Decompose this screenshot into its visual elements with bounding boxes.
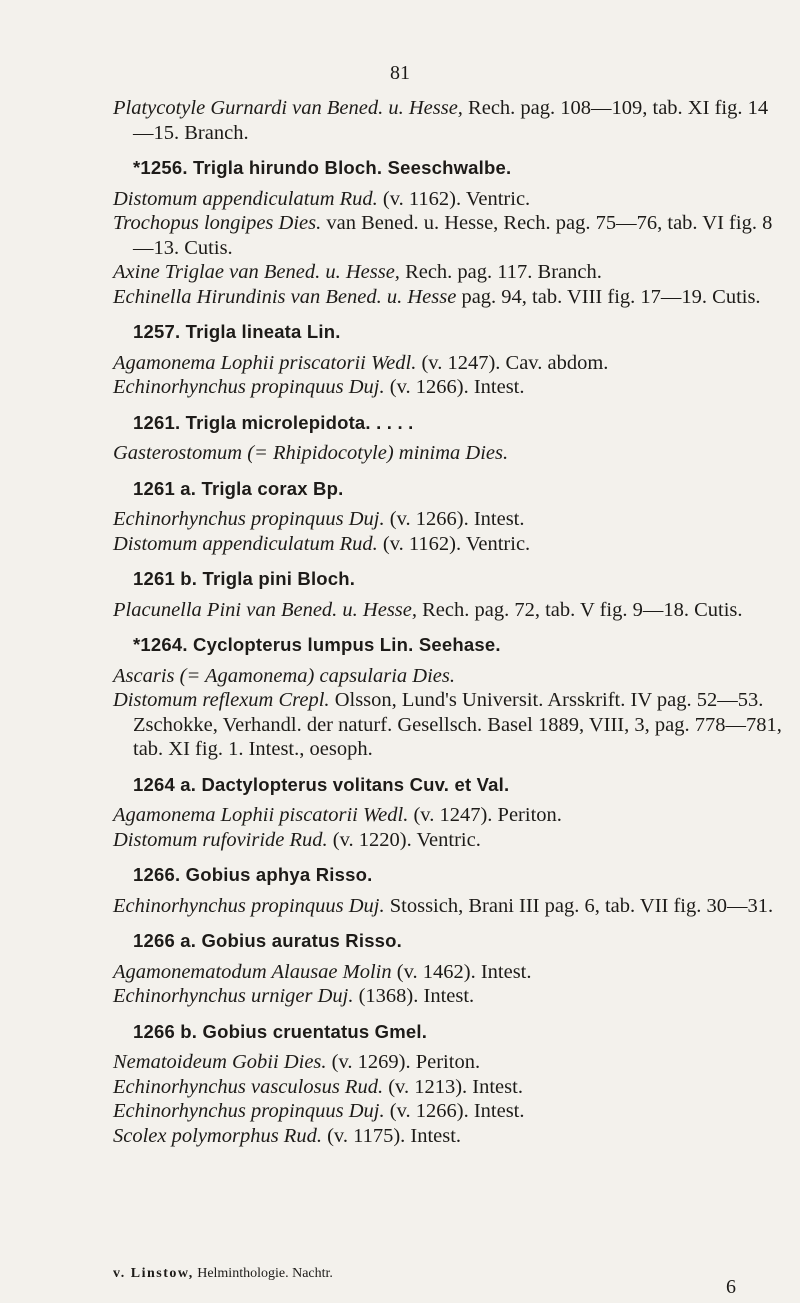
page-number: 81 xyxy=(390,62,410,84)
parasite-name: Distomum rufoviride Rud. xyxy=(113,828,328,851)
species-heading: 1266. Gobius aphya Risso. xyxy=(133,864,373,885)
reference-details: (v. 1247). Periton. xyxy=(413,804,562,826)
reference-details: (v. 1247). Cav. abdom. xyxy=(421,351,609,374)
reference-details: (1368). Intest. xyxy=(358,985,475,1007)
parasite-name: Echinorhynchus propinquus Duj. xyxy=(113,376,385,398)
reference-details: (v. 1162). Ventric. xyxy=(382,532,531,555)
parasite-name: Nematoideum Gobii Dies. xyxy=(113,1051,327,1073)
species-heading: 1261 a. Trigla corax Bp. xyxy=(133,477,344,499)
parasite-name: Distomum reflexum Crepl. xyxy=(113,689,330,711)
parasite-name: Agamonema Lophii priscatorii Wedl. xyxy=(113,351,417,374)
parasite-name: Scolex polymorphus Rud. xyxy=(113,1124,322,1147)
reference-details: (v. 1269). Periton. xyxy=(331,1051,481,1073)
parasite-reference xyxy=(113,828,783,853)
parasite-name: Axine Triglae van Bened. u. Hesse, xyxy=(113,261,400,283)
parasite-reference xyxy=(113,1124,783,1149)
parasite-reference xyxy=(113,803,783,828)
species-heading: *1256. Trigla hirundo Bloch. Seeschwalbe. xyxy=(133,157,512,178)
parasite-name: Ascaris (= Agamonema) capsularia Dies. xyxy=(113,664,455,687)
parasite-reference xyxy=(113,688,783,762)
parasite-name: Agamonematodum Alausae Molin xyxy=(113,960,392,983)
reference-details: (v. 1266). Intest. xyxy=(389,376,525,398)
species-heading: 1261. Trigla microlepidota. . . . . xyxy=(133,411,414,433)
parasite-reference xyxy=(113,1075,783,1100)
parasite-reference xyxy=(113,1099,783,1124)
page-footer xyxy=(113,1266,333,1282)
reference-details: pag. 94, tab. VIII fig. 17—19. Cutis. xyxy=(461,285,761,308)
parasite-name: Placunella Pini van Bened. u. Hesse, xyxy=(113,598,417,621)
reference-details: Stossich, Brani III pag. 6, tab. VII fig. 30—31. xyxy=(389,894,774,917)
parasite-reference xyxy=(113,375,783,400)
parasite-reference xyxy=(113,507,783,532)
parasite-reference xyxy=(113,894,783,919)
parasite-reference xyxy=(113,984,783,1009)
parasite-reference xyxy=(113,960,783,985)
parasite-name: Echinorhynchus propinquus Duj. xyxy=(113,894,385,917)
footer-title: Helminthologie. Nachtr. xyxy=(197,1266,333,1281)
reference-details: Rech. pag. 117. Branch. xyxy=(405,261,602,283)
reference-details: (v. 1213). Intest. xyxy=(388,1075,523,1098)
signature-mark: 6 xyxy=(726,1276,736,1298)
parasite-name: Echinorhynchus propinquus Duj. xyxy=(113,1100,385,1122)
species-heading: 1257. Trigla lineata Lin. xyxy=(133,321,341,342)
parasite-name: Platycotyle Gurnardi van Bened. u. Hesse, xyxy=(113,97,463,119)
parasite-reference xyxy=(113,664,783,689)
parasite-reference xyxy=(113,96,783,145)
parasite-reference xyxy=(113,351,783,376)
parasite-reference xyxy=(113,598,783,623)
parasite-name: Distomum appendiculatum Rud. xyxy=(113,187,378,210)
species-heading: 1261 b. Trigla pini Bloch. xyxy=(133,568,356,589)
reference-details: (v. 1462). Intest. xyxy=(396,960,532,983)
species-heading: 1266 b. Gobius cruentatus Gmel. xyxy=(133,1020,428,1042)
parasite-name: Echinorhynchus urniger Duj. xyxy=(113,985,354,1007)
parasite-name: Echinella Hirundinis van Bened. u. Hesse xyxy=(113,285,457,308)
reference-details: (v. 1266). Intest. xyxy=(389,508,525,530)
species-heading: *1264. Cyclopterus lumpus Lin. Seehase. xyxy=(133,634,501,655)
species-heading: 1266 a. Gobius auratus Risso. xyxy=(133,930,403,951)
parasite-name: Gasterostomum (= Rhipidocotyle) minima Dies. xyxy=(113,442,509,464)
parasite-name: Echinorhynchus propinquus Duj. xyxy=(113,508,385,530)
parasite-name: Echinorhynchus vasculosus Rud. xyxy=(113,1075,384,1098)
reference-details: (v. 1175). Intest. xyxy=(327,1124,462,1147)
parasite-reference xyxy=(113,532,783,557)
reference-details: van Bened. u. Hesse, Rech. pag. 75—76, tab. VI fig. 8—13. Cutis. xyxy=(133,212,773,259)
page-content xyxy=(113,96,783,1148)
reference-details: Olsson, Lund's Universit. Arsskrift. IV pag. 52—53. Zschokke, Verhandl. der naturf. Gesellsch. Basel 1889, VIII, 3, pag. 778—781, tab. XI fig. 1. Intest., oesoph. xyxy=(133,689,782,760)
parasite-reference xyxy=(113,187,783,212)
reference-details: Rech. pag. 108—109, tab. XI fig. 14—15. Branch. xyxy=(133,97,769,144)
species-heading: 1264 a. Dactylopterus volitans Cuv. et Val. xyxy=(133,773,510,795)
parasite-reference xyxy=(113,211,783,260)
parasite-reference xyxy=(113,441,783,466)
parasite-name: Distomum appendiculatum Rud. xyxy=(113,532,378,555)
reference-details: (v. 1266). Intest. xyxy=(389,1100,525,1122)
reference-details: (v. 1162). Ventric. xyxy=(382,187,531,210)
parasite-reference xyxy=(113,285,783,310)
parasite-reference xyxy=(113,1050,783,1075)
reference-details: Rech. pag. 72, tab. V fig. 9—18. Cutis. xyxy=(422,598,743,621)
reference-details: (v. 1220). Ventric. xyxy=(332,828,481,851)
parasite-name: Trochopus longipes Dies. xyxy=(113,212,322,234)
parasite-reference xyxy=(113,260,783,285)
footer-author: v. Linstow, xyxy=(113,1266,194,1281)
parasite-name: Agamonema Lophii piscatorii Wedl. xyxy=(113,804,409,826)
